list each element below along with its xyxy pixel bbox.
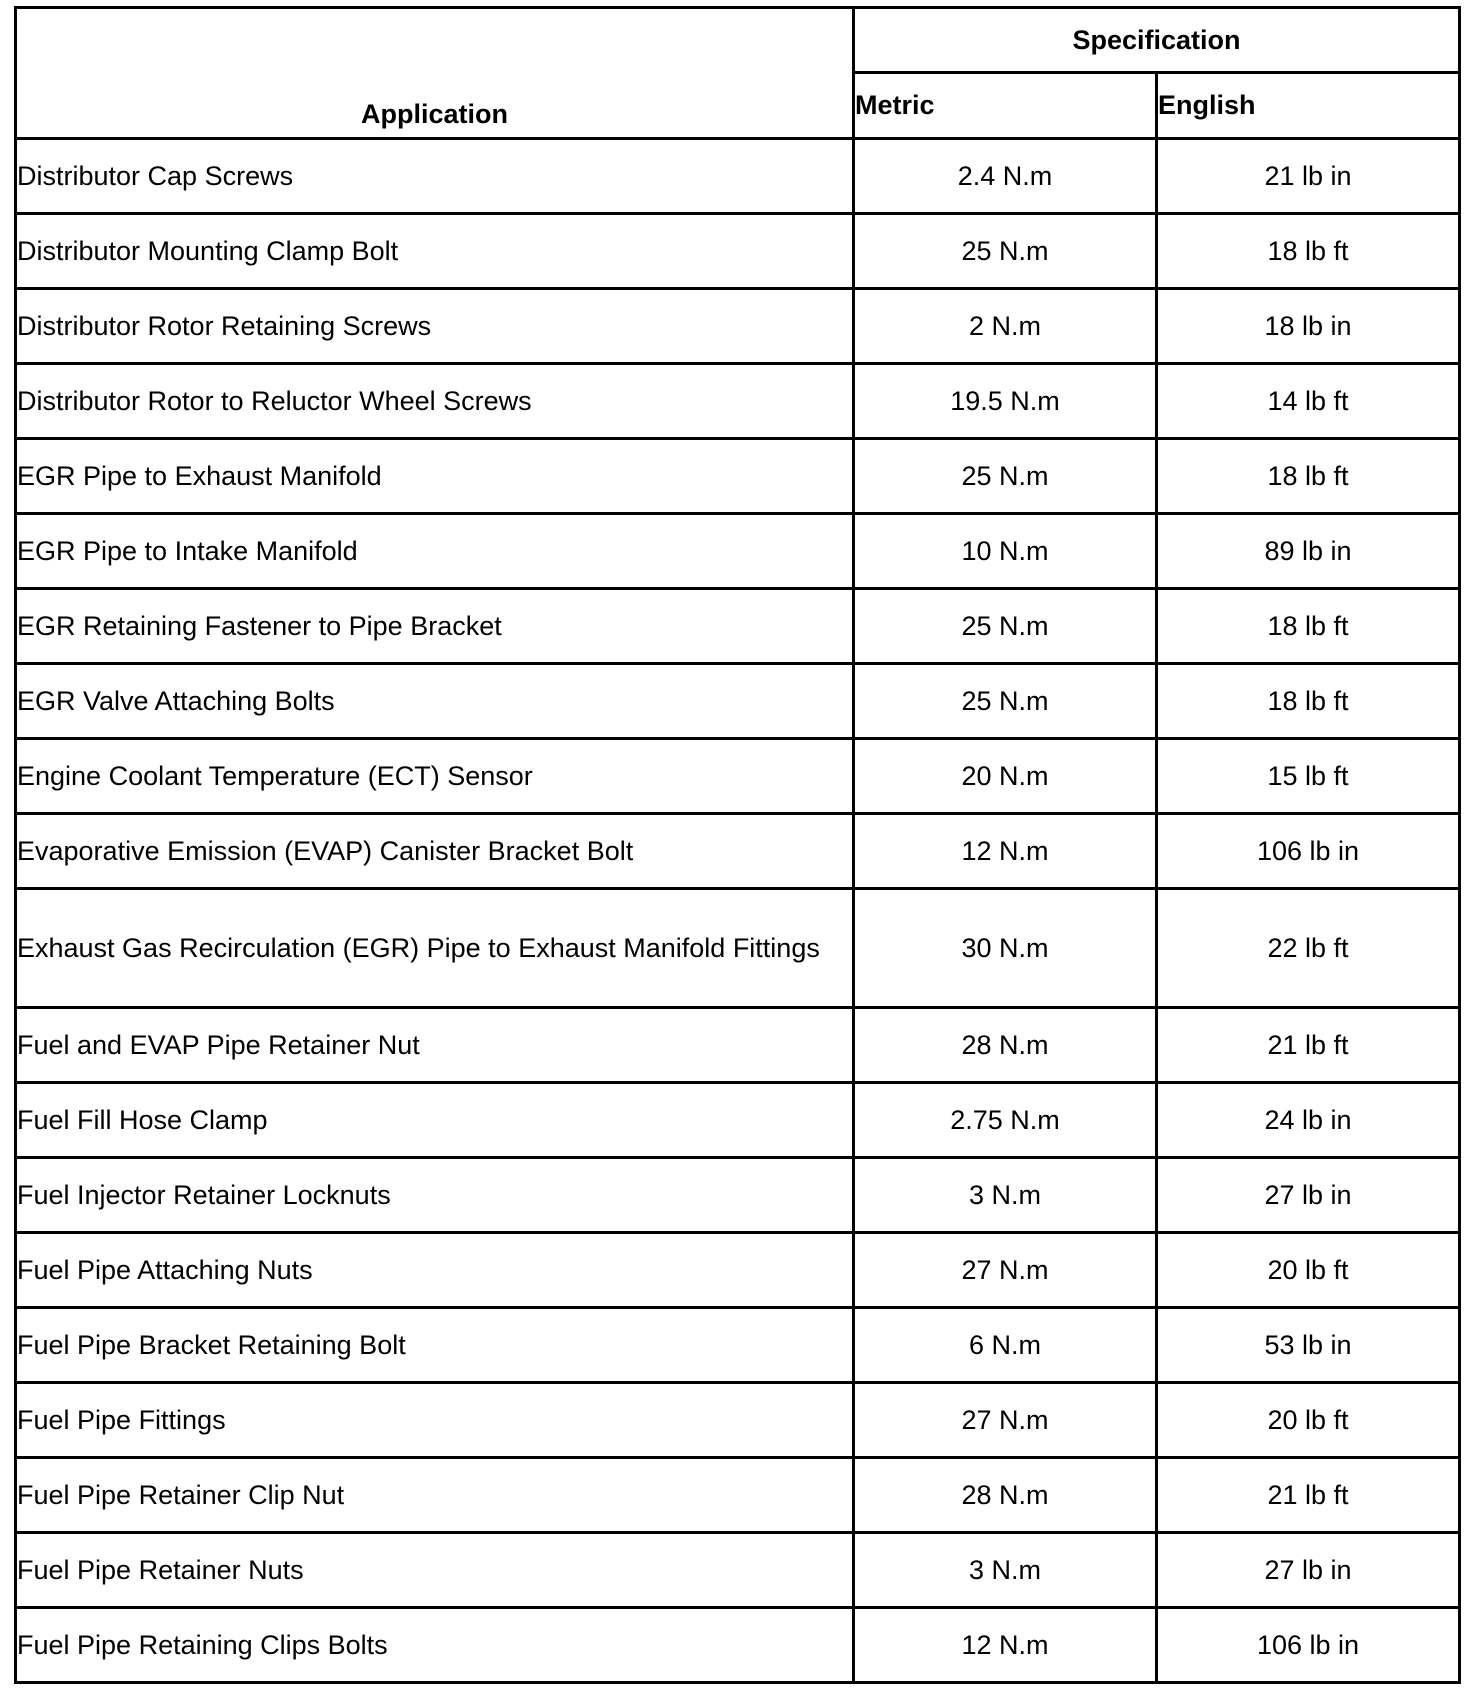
english-cell: 89 lb in bbox=[1157, 514, 1460, 589]
header-row-top bbox=[16, 8, 1460, 73]
application-cell: Fuel Pipe Fittings bbox=[16, 1383, 854, 1458]
english-cell: 18 lb ft bbox=[1157, 214, 1460, 289]
metric-cell: 28 N.m bbox=[854, 1458, 1157, 1533]
english-cell: 53 lb in bbox=[1157, 1308, 1460, 1383]
application-cell: Fuel Pipe Retainer Clip Nut bbox=[16, 1458, 854, 1533]
english-cell: 18 lb ft bbox=[1157, 589, 1460, 664]
application-cell: EGR Valve Attaching Bolts bbox=[16, 664, 854, 739]
metric-cell: 25 N.m bbox=[854, 589, 1157, 664]
metric-cell: 3 N.m bbox=[854, 1533, 1157, 1608]
table-row bbox=[16, 1533, 1460, 1608]
table-row bbox=[16, 439, 1460, 514]
metric-cell: 6 N.m bbox=[854, 1308, 1157, 1383]
metric-cell: 30 N.m bbox=[854, 889, 1157, 1008]
torque-spec-table bbox=[14, 6, 1461, 1684]
table-row bbox=[16, 364, 1460, 439]
metric-cell: 2.4 N.m bbox=[854, 139, 1157, 214]
metric-cell: 10 N.m bbox=[854, 514, 1157, 589]
english-cell: 18 lb ft bbox=[1157, 664, 1460, 739]
table-row bbox=[16, 1458, 1460, 1533]
application-header: Application bbox=[16, 8, 854, 139]
table-row bbox=[16, 814, 1460, 889]
table-row bbox=[16, 1608, 1460, 1683]
application-cell: Fuel Pipe Bracket Retaining Bolt bbox=[16, 1308, 854, 1383]
metric-cell: 25 N.m bbox=[854, 439, 1157, 514]
metric-cell: 12 N.m bbox=[854, 1608, 1157, 1683]
table-row bbox=[16, 1158, 1460, 1233]
table-body bbox=[16, 139, 1460, 1683]
specification-header: Specification bbox=[854, 8, 1460, 73]
english-header: English bbox=[1157, 73, 1460, 139]
english-cell: 20 lb ft bbox=[1157, 1233, 1460, 1308]
table-row bbox=[16, 1233, 1460, 1308]
english-cell: 106 lb in bbox=[1157, 814, 1460, 889]
metric-cell: 20 N.m bbox=[854, 739, 1157, 814]
application-cell: Engine Coolant Temperature (ECT) Sensor bbox=[16, 739, 854, 814]
english-cell: 27 lb in bbox=[1157, 1533, 1460, 1608]
table-row bbox=[16, 1083, 1460, 1158]
metric-cell: 19.5 N.m bbox=[854, 364, 1157, 439]
english-cell: 14 lb ft bbox=[1157, 364, 1460, 439]
metric-cell: 2 N.m bbox=[854, 289, 1157, 364]
table-row bbox=[16, 889, 1460, 1008]
english-cell: 22 lb ft bbox=[1157, 889, 1460, 1008]
metric-cell: 25 N.m bbox=[854, 664, 1157, 739]
table-row bbox=[16, 1308, 1460, 1383]
table-row bbox=[16, 1008, 1460, 1083]
metric-cell: 3 N.m bbox=[854, 1158, 1157, 1233]
english-cell: 18 lb in bbox=[1157, 289, 1460, 364]
english-cell: 21 lb ft bbox=[1157, 1008, 1460, 1083]
application-cell: Distributor Mounting Clamp Bolt bbox=[16, 214, 854, 289]
application-cell: Fuel and EVAP Pipe Retainer Nut bbox=[16, 1008, 854, 1083]
application-cell: Exhaust Gas Recirculation (EGR) Pipe to Exhaust Manifold Fittings bbox=[16, 889, 854, 1008]
application-cell: Distributor Cap Screws bbox=[16, 139, 854, 214]
english-cell: 15 lb ft bbox=[1157, 739, 1460, 814]
metric-cell: 12 N.m bbox=[854, 814, 1157, 889]
table-header bbox=[16, 8, 1460, 139]
english-cell: 24 lb in bbox=[1157, 1083, 1460, 1158]
english-cell: 20 lb ft bbox=[1157, 1383, 1460, 1458]
table-row bbox=[16, 1383, 1460, 1458]
application-cell: Fuel Pipe Attaching Nuts bbox=[16, 1233, 854, 1308]
metric-cell: 28 N.m bbox=[854, 1008, 1157, 1083]
application-cell: Fuel Fill Hose Clamp bbox=[16, 1083, 854, 1158]
english-cell: 18 lb ft bbox=[1157, 439, 1460, 514]
application-cell: Distributor Rotor Retaining Screws bbox=[16, 289, 854, 364]
application-cell: Fuel Pipe Retaining Clips Bolts bbox=[16, 1608, 854, 1683]
table-row bbox=[16, 214, 1460, 289]
metric-cell: 27 N.m bbox=[854, 1383, 1157, 1458]
table-row bbox=[16, 139, 1460, 214]
metric-cell: 27 N.m bbox=[854, 1233, 1157, 1308]
table-row bbox=[16, 514, 1460, 589]
metric-header: Metric bbox=[854, 73, 1157, 139]
application-cell: Evaporative Emission (EVAP) Canister Bracket Bolt bbox=[16, 814, 854, 889]
application-cell: EGR Pipe to Exhaust Manifold bbox=[16, 439, 854, 514]
metric-cell: 25 N.m bbox=[854, 214, 1157, 289]
table-row bbox=[16, 664, 1460, 739]
application-cell: Fuel Injector Retainer Locknuts bbox=[16, 1158, 854, 1233]
table-row bbox=[16, 739, 1460, 814]
english-cell: 27 lb in bbox=[1157, 1158, 1460, 1233]
application-cell: Distributor Rotor to Reluctor Wheel Screws bbox=[16, 364, 854, 439]
metric-cell: 2.75 N.m bbox=[854, 1083, 1157, 1158]
table-row bbox=[16, 589, 1460, 664]
table-row bbox=[16, 289, 1460, 364]
application-cell: EGR Pipe to Intake Manifold bbox=[16, 514, 854, 589]
english-cell: 21 lb in bbox=[1157, 139, 1460, 214]
application-cell: Fuel Pipe Retainer Nuts bbox=[16, 1533, 854, 1608]
application-cell: EGR Retaining Fastener to Pipe Bracket bbox=[16, 589, 854, 664]
english-cell: 106 lb in bbox=[1157, 1608, 1460, 1683]
english-cell: 21 lb ft bbox=[1157, 1458, 1460, 1533]
